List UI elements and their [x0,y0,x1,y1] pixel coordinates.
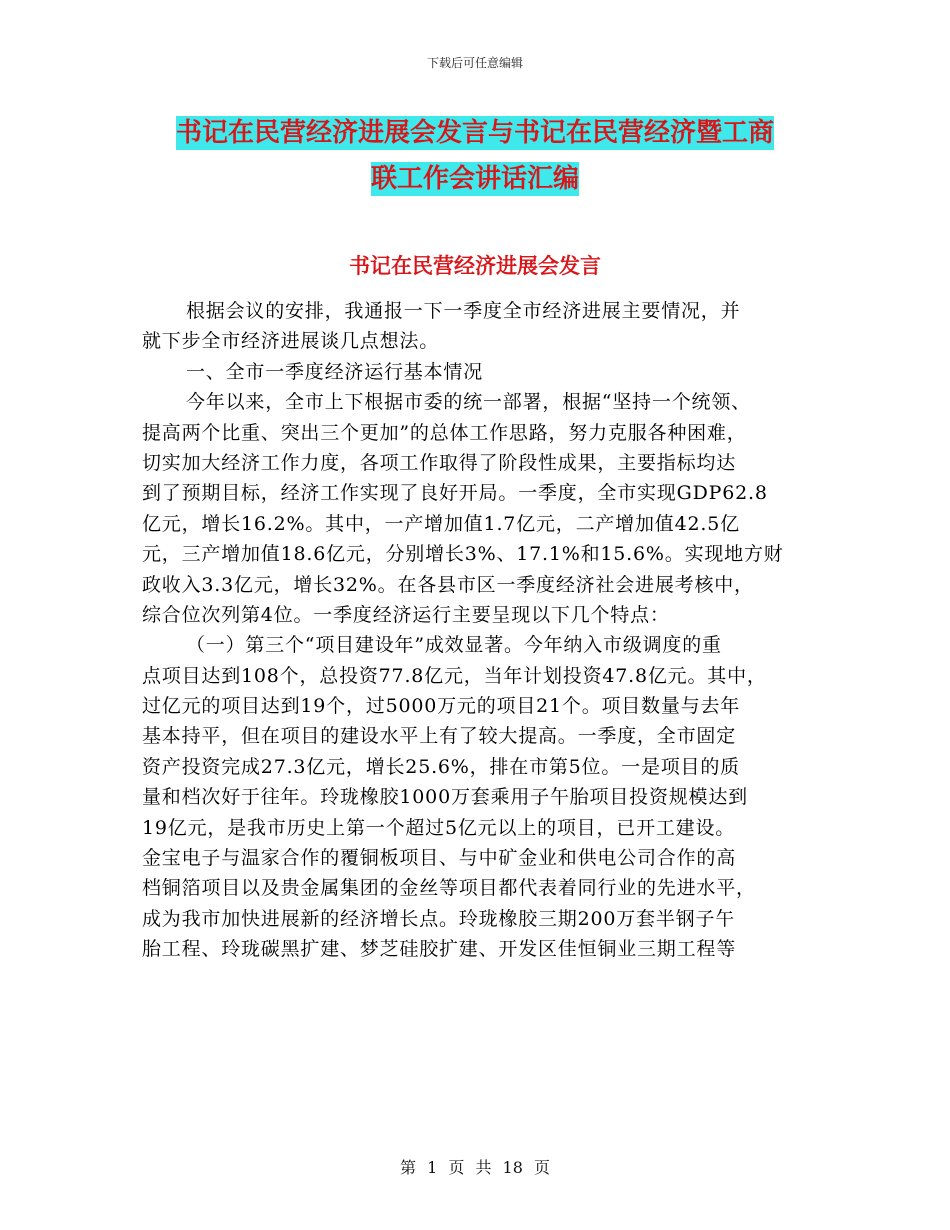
document-title-line-1 [0,112,950,149]
body-line: 19亿元，是我市历史上第一个超过5亿元以上的项目，已开工建设。 [142,816,736,839]
body-line: 金宝电子与温家合作的覆铜板项目、与中矿金业和供电公司合作的高 [142,847,737,870]
body-line: 根据会议的安排，我通报一下一季度全市经济进展主要情况，并 [186,300,741,322]
body-line: 提高两个比重、突出三个更加”的总体工作思路，努力克服各种困难， [142,421,747,444]
body-line: 今年以来，全市上下根据市委的统一部署，根据“坚持一个统领、 [186,391,751,414]
body-line: 成为我市加快进展新的经济增长点。玲珑橡胶三期200万套半钢子午 [142,907,736,930]
section-title: 书记在民营经济进展会发言 [349,254,601,278]
body-line: 档铜箔项目以及贵金属集团的金丝等项目都代表着同行业的先进水平， [142,877,756,900]
page-number-footer: 第 1 页 共 18 页 [400,1158,550,1177]
document-title-line-2 [0,158,950,195]
body-heading: 一、全市一季度经济运行基本情况 [186,360,484,383]
body-line: 亿元，增长16.2%。其中，一产增加值1.7亿元，二产增加值42.5亿 [142,512,740,535]
body-line: 元，三产增加值18.6亿元，分别增长3%、17.1%和15.6%。实现地方财 [142,543,784,566]
body-line: 就下步全市经济进展谈几点想法。 [142,330,440,353]
body-line: 政收入3.3亿元，增长32%。在各县市区一季度经济社会进展考核中， [142,573,754,596]
document-title-text-2: 联工作会讲话汇编 [370,164,579,194]
body-line: 到了预期目标，经济工作实现了良好开局。一季度，全市实现GDP62.8 [142,482,768,505]
body-line: 量和档次好于往年。玲珑橡胶1000万套乘用子午胎项目投资规模达到 [142,786,748,809]
document-body [142,296,814,965]
body-line: 过亿元的项目达到19个，过5000万元的项目21个。项目数量与去年 [142,695,741,718]
body-line: 资产投资完成27.3亿元，增长25.6%，排在市第5位。一是项目的质 [142,755,740,778]
body-line: 点项目达到108个，总投资77.8亿元，当年计划投资47.8亿元。其中， [142,664,767,687]
body-line: 胎工程、玲珑碳黑扩建、梦芝硅胶扩建、开发区佳恒铜业三期工程等 [142,938,737,961]
body-line: 基本持平，但在项目的建设水平上有了较大提高。一季度，全市固定 [142,725,737,748]
body-line: （一）第三个“项目建设年”成效显著。今年纳入市级调度的重 [186,634,722,657]
body-line: 切实加大经济工作力度，各项工作取得了阶段性成果，主要指标均达 [142,451,737,474]
page-header-note: 下载后可任意编辑 [426,56,523,70]
document-title-text-1: 书记在民营经济进展会发言与书记在民营经济暨工商 [175,118,774,148]
body-line: 综合位次列第4位。一季度经济运行主要呈现以下几个特点： [142,603,670,626]
